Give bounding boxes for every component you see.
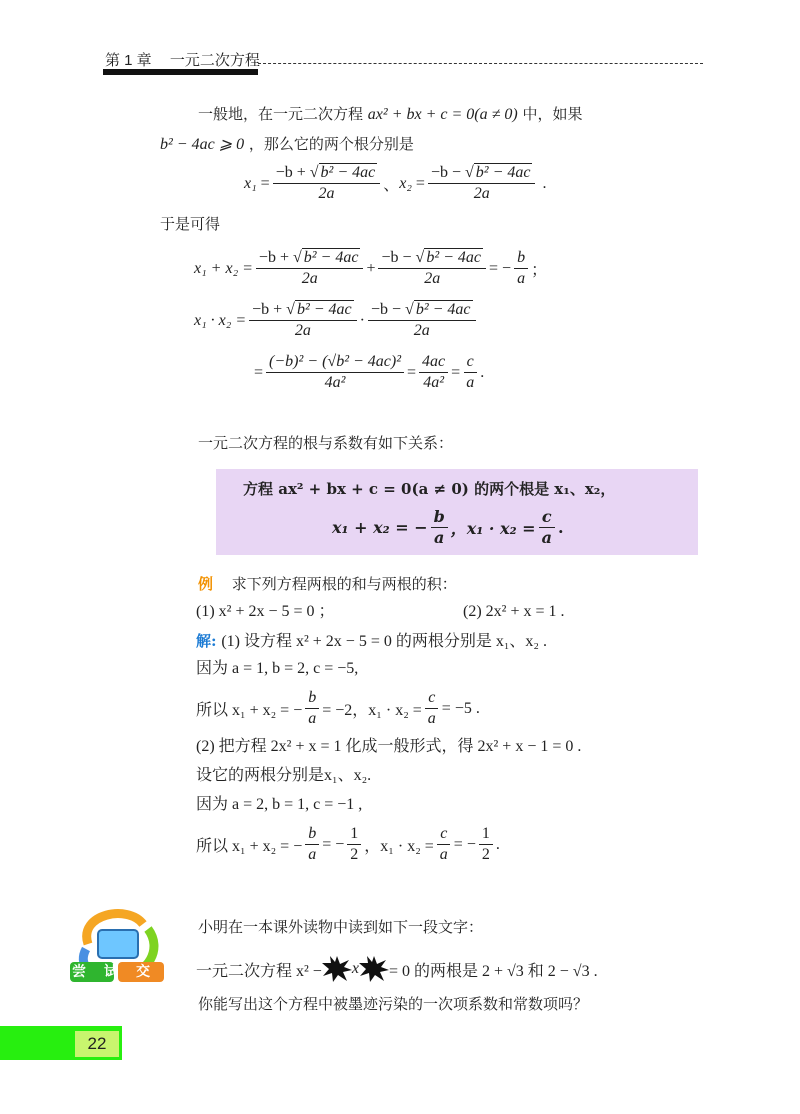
numerator-text: −b − <box>381 249 416 266</box>
then-text: 于是可得 <box>160 215 221 233</box>
theorem-product-fraction <box>539 507 555 548</box>
solution-step-1: (1) 设方程 x² + 2x − 5 = 0 的两根分别是 x₁、x₂ . <box>221 633 548 650</box>
radicand: b² − 4ac <box>475 164 531 181</box>
discriminant-condition: b² − 4ac ⩾ 0 <box>160 136 245 153</box>
numerator: 1 <box>347 824 361 845</box>
chapter-header <box>105 51 260 71</box>
denominator: 4a² <box>324 374 346 391</box>
denominator: 4a² <box>423 374 444 391</box>
step7-frac-half-2 <box>479 824 493 865</box>
general-equation: ax² + bx + c = 0(a ≠ 0) <box>367 106 518 123</box>
denominator: a <box>308 710 317 727</box>
solution-label: 解: <box>196 632 217 650</box>
solution-step-5: 设它的两根分别是x₁、x₂. <box>196 767 372 784</box>
try-line-2 <box>196 956 598 982</box>
numerator: b <box>305 688 319 709</box>
numerator-text: −b − <box>370 301 406 318</box>
example-line <box>198 574 457 594</box>
chapter-number: 第 1 章 <box>105 52 152 69</box>
radicand: b² − 4ac <box>303 249 359 266</box>
denominator: 2 <box>481 846 490 863</box>
solution-step-6: 因为 a = 2, b = 1, c = −1 , <box>196 796 363 813</box>
denominator: 2 <box>350 846 359 863</box>
theorem-sum-fraction <box>431 507 448 548</box>
solution-step-4: (2) 把方程 2x² + x = 1 化成一般形式，得 2x² + x − 1 = 0 . <box>196 738 582 755</box>
numerator-text: −b + <box>258 249 293 266</box>
numerator: b <box>514 248 528 269</box>
root-fraction-1: $\frac{\text{−b + √ b² − 4ac}}{2a}$ <box>273 163 381 204</box>
sum-fraction-1: $\frac{\text{−b + √ b² − 4ac}}{2a}$ <box>256 248 364 289</box>
try-communicate-badge <box>68 904 200 990</box>
prod-fraction-2: $\frac{\text{−b − √ b² − 4ac}}{2a}$ <box>368 300 476 341</box>
step7-frac-c-a <box>437 824 451 865</box>
root-fraction-2: $\frac{\text{−b − √ b² − 4ac}}{2a}$ <box>428 163 536 204</box>
denominator: a <box>308 846 317 863</box>
try-equation-start: 一元二次方程 x² − <box>196 962 322 980</box>
numerator-text: −b + <box>275 164 310 181</box>
intro-line-2 <box>160 134 414 155</box>
header-dashed-rule <box>258 63 703 64</box>
ink-blot-icon <box>322 956 352 982</box>
try-equation-end: = 0 的两根是 2 + √3 和 2 − √3 . <box>388 962 598 980</box>
denominator: a <box>517 270 526 287</box>
numerator: (−b)² − (√b² − 4ac)² <box>266 352 404 373</box>
prod-fraction-1: $\frac{\text{−b + √ b² − 4ac}}{2a}$ <box>249 300 357 341</box>
radicand: b² − 4ac <box>320 164 376 181</box>
root-formulas: x₁ = $\frac{\text{−b + √ b² − 4ac}}{2a}$ 、 x₂ = $\frac{\text{−b − √ b² − 4ac}}{2a}$ . <box>244 164 547 202</box>
step7-mid1: = − <box>322 835 345 853</box>
step3-prefix: 所以 x₁ + x₂ = − <box>196 702 303 719</box>
step3-mid: = −2，x₁ · x₂ = <box>322 702 422 719</box>
numerator: 1 <box>479 824 493 845</box>
step7-mid3: = − <box>453 835 476 853</box>
denominator: a <box>541 528 552 547</box>
product-lhs: x₁ · x₂ = <box>194 311 247 329</box>
solution-step-3 <box>196 688 480 729</box>
intro-text-end: 中，如果 <box>522 105 583 123</box>
page-number: 22 <box>75 1031 119 1057</box>
radicand: b² − 4ac <box>296 301 352 318</box>
example-problem-1: (1) x² + 2x − 5 = 0 ； <box>196 603 335 620</box>
try-line-1: 小明在一本课外读物中读到如下一段文字： <box>198 918 484 936</box>
ink-blot-icon <box>359 956 389 982</box>
denominator: 2a <box>318 185 335 202</box>
solution-step-2: 因为 a = 1, b = 2, c = −5, <box>196 660 359 677</box>
numerator-text: −b + <box>252 301 287 318</box>
example-problem-2: (2) 2x² + x = 1 . <box>463 603 565 620</box>
step7-mid2: ，x₁ · x₂ = <box>364 838 434 855</box>
step7-frac-b-a <box>305 824 319 865</box>
example-label: 例 <box>198 575 214 593</box>
badge-text: 尝试交流 <box>72 964 200 980</box>
denominator: 2a <box>301 270 318 287</box>
x2-label: x₂ <box>399 174 412 192</box>
denominator: 2a <box>473 185 490 202</box>
radicand: b² − 4ac <box>415 301 471 318</box>
product-derivation: x₁ · x₂ = $\frac{\text{−b + √ b² − 4ac}}{2a}$ · $\frac{\text{−b − √ b² − 4ac}}{2a}$ <box>194 300 479 341</box>
step3-end: = −5 . <box>441 699 480 717</box>
solution-step-7 <box>196 824 500 865</box>
numerator: b <box>305 824 319 845</box>
step3-frac-c-a <box>425 688 439 729</box>
sum-fraction-2: $\frac{\text{−b − √ b² − 4ac}}{2a}$ <box>378 248 486 289</box>
x1-label: x₁ <box>244 174 257 192</box>
example-task: 求下列方程两根的和与两根的积： <box>231 575 457 593</box>
header-underline <box>103 69 258 75</box>
intro-text: 一般地，在一元二次方程 <box>198 105 364 123</box>
numerator: c <box>539 507 555 528</box>
numerator-text: −b − <box>430 164 465 181</box>
radicand: b² − 4ac <box>426 249 482 266</box>
intro-line-1 <box>198 104 583 125</box>
prod-simplified-fraction <box>419 352 448 393</box>
denominator: 2a <box>413 322 430 339</box>
denominator: a <box>466 374 475 391</box>
denominator: 2a <box>424 270 441 287</box>
numerator: c <box>437 824 450 845</box>
theorem-sum: x₁ + x₂ = − <box>332 518 428 537</box>
theorem-line-1: 方程 ax² + bx + c = 0(a ≠ 0) 的两个根是 x₁、x₂， <box>243 480 616 498</box>
numerator: 4ac <box>419 352 448 373</box>
sum-derivation: x₁ + x₂ = $\frac{\text{−b + √ b² − 4ac}}{2a}$ + $\frac{\text{−b − √ b² − 4ac}}{2a}$ = − $\frac{b}{a}$ ； <box>194 249 548 287</box>
step3-frac-b-a <box>305 688 319 729</box>
denominator: a <box>427 710 436 727</box>
prod-result-fraction <box>463 352 477 393</box>
numerator: b <box>431 507 448 528</box>
try-x-term: x <box>351 960 359 977</box>
denominator: a <box>439 846 448 863</box>
step7-frac-half <box>347 824 361 865</box>
denominator: 2a <box>294 322 311 339</box>
intro-text-2: ，那么它的两个根分别是 <box>248 135 414 153</box>
theorem-line-2: x₁ + x₂ = − $\frac{b}{a}$ ，x₁ · x₂ = $\frac{c}{a}$ . <box>332 507 564 547</box>
step7-prefix: 所以 x₁ + x₂ = − <box>196 838 303 855</box>
chapter-title: 一元二次方程 <box>169 52 260 69</box>
product-line-2: = $\frac{\text{(−b)² − (√b² − 4ac)²}}{\text{4a²}}$ = $\frac{4ac}{\text{4a²}}$ = $\frac{c}{a}$ . <box>254 353 485 391</box>
sum-result-fraction <box>514 248 528 289</box>
relation-intro: 一元二次方程的根与系数有如下关系： <box>198 434 454 452</box>
separator: 、 <box>383 177 400 194</box>
theorem-product: ，x₁ · x₂ = <box>450 519 536 538</box>
solution-line-1 <box>196 631 547 652</box>
try-line-3: 你能写出这个方程中被墨迹污染的一次项系数和常数项吗？ <box>198 995 589 1013</box>
denominator: a <box>434 528 445 547</box>
sum-equals: = − <box>489 259 512 277</box>
sum-lhs: x₁ + x₂ = <box>194 259 253 277</box>
numerator: c <box>464 352 477 373</box>
prod-expanded-fraction <box>266 352 404 393</box>
step7-end: . <box>495 835 500 853</box>
numerator: c <box>425 688 438 709</box>
